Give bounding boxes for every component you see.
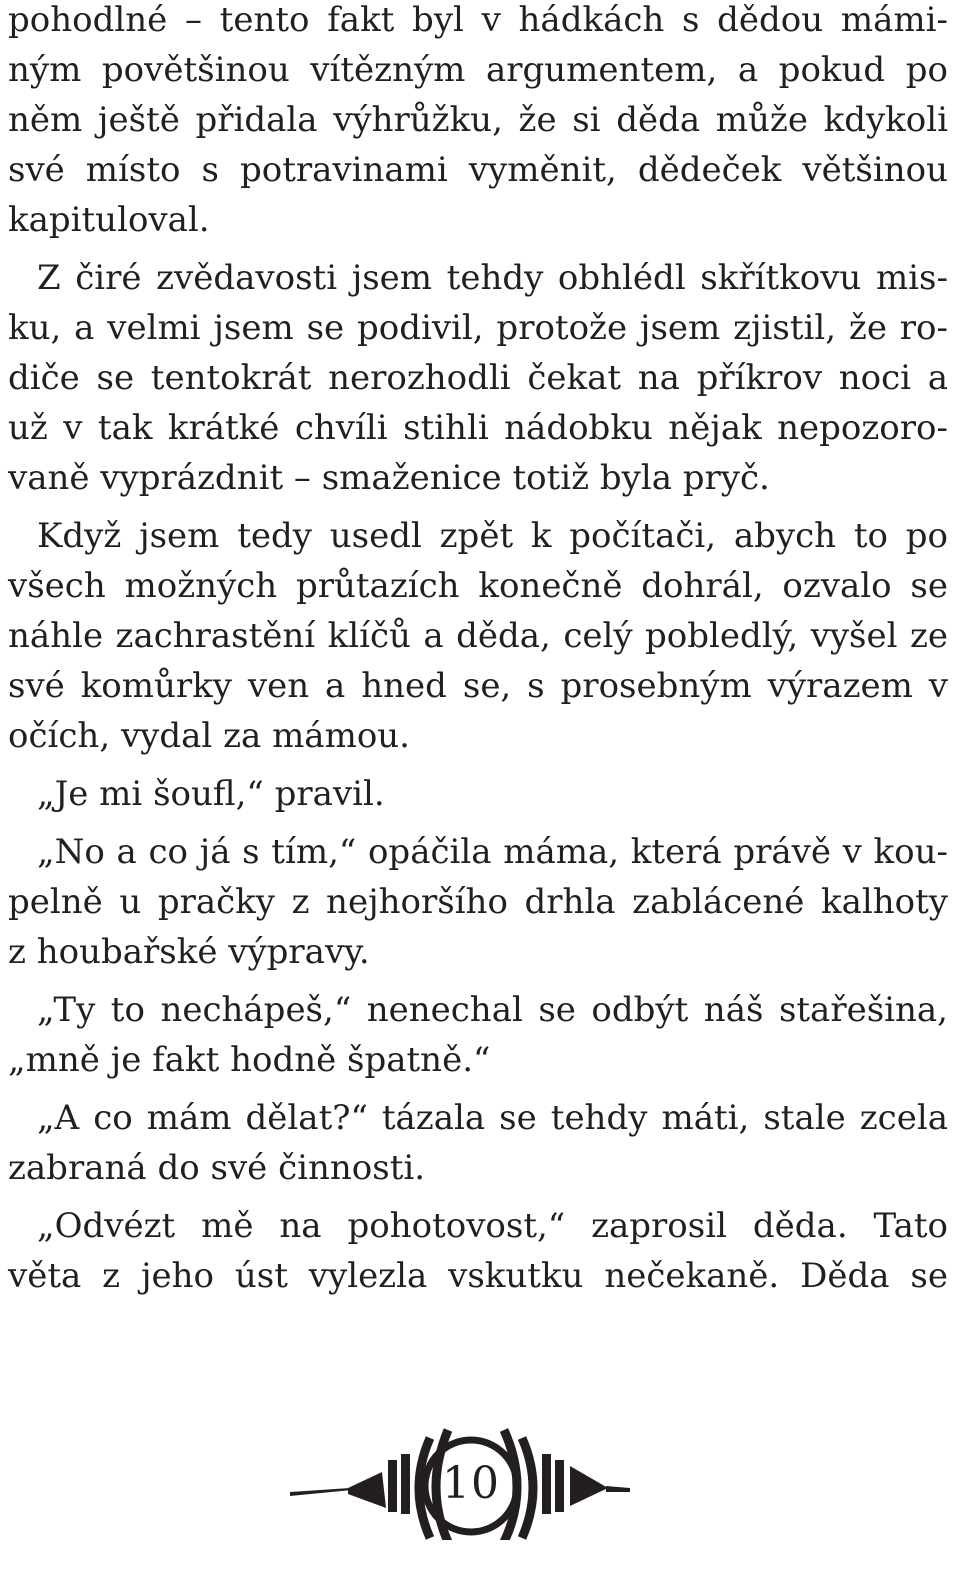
text-line: pohodlné – tento fakt byl v hádkách s dědou mámi- [8,0,948,40]
paragraph [8,1206,948,1306]
text-line: své komůrky ven a hned se, s prosebným výrazem v [8,666,948,706]
text-line: „Ty to nechápeš,“ nenechal se odbýt náš stařešina, [37,990,948,1030]
text-line: Když jsem tedy usedl zpět k počítači, abych to po [37,516,948,556]
text-line: očích, vydal za mámou. [8,716,410,756]
paragraph [8,516,948,766]
text-column [8,0,948,1306]
text-line: diče se tentokrát nerozhodli čekat na příkrov noci a [8,358,948,398]
paragraph [8,258,948,508]
text-line: „mně je fakt hodně špatně.“ [8,1040,491,1080]
text-line: vaně vyprázdnit – smaženice totiž byla pryč. [8,458,770,498]
paragraph [8,990,948,1090]
paragraph [8,832,948,982]
text-line: všech možných průtazích konečně dohrál, ozvalo se [8,566,948,606]
paragraph [8,774,948,824]
text-line: z houbařské výpravy. [8,932,370,972]
page-number: 10 [442,1458,500,1509]
text-line: pelně u pračky z nejhoršího drhla zablácené kalhoty [8,882,948,922]
paragraph [8,0,948,250]
text-line: něm ještě přidala výhrůžku, že si děda může kdykoli [8,100,948,140]
text-line: věta z jeho úst vylezla vskutku nečekaně. Děda se [8,1256,948,1296]
text-line: „A co mám dělat?“ tázala se tehdy máti, stale zcela [37,1098,948,1138]
text-line: své místo s potravinami vyměnit, dědeček většinou [8,150,948,190]
text-line: zabraná do své činnosti. [8,1148,426,1188]
text-line: „Je mi šoufl,“ pravil. [37,774,385,814]
text-line: Z čiré zvědavosti jsem tehdy obhlédl skřítkovu mis- [37,258,948,298]
text-line: náhle zachrastění klíčů a děda, celý pobledlý, vyšel ze [8,616,948,656]
text-line: „Odvézt mě na pohotovost,“ zaprosil děda. Tato [37,1206,948,1246]
paragraph [8,1098,948,1198]
text-line: ku, a velmi jsem se podivil, protože jsem zjistil, že ro- [8,308,948,348]
text-line: ným povětšinou vítězným argumentem, a pokud po [8,50,948,90]
text-line: už v tak krátké chvíli stihli nádobku nějak nepozoro- [8,408,948,448]
text-line: „No a co já s tím,“ opáčila máma, která právě v kou- [37,832,948,872]
text-line: kapituloval. [8,200,210,240]
